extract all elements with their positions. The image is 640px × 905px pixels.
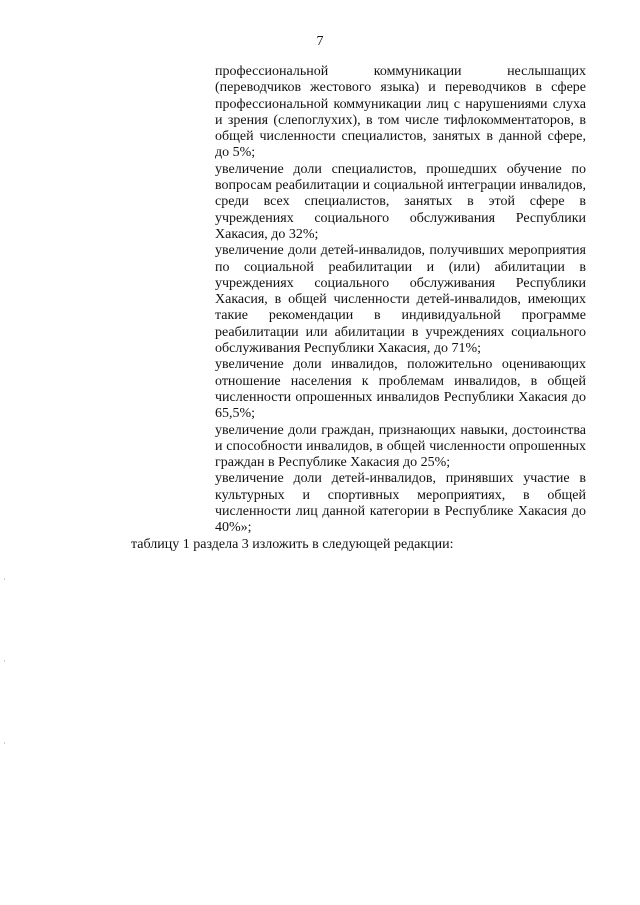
- paragraph-positive-attitude: увеличение доли инвалидов, положительно оценивающих отношение населения к проблемам инвалидов, в общей численности опрошенных инвалидов Республики Хакасия до 65,5%;: [215, 357, 586, 422]
- page-number: 7: [316, 34, 324, 49]
- paragraph-children-events: увеличение доли детей-инвалидов, принявших участие в культурных и спортивных мероприятиях, в общей численности лиц данной категории в Республике Хакасия до 40%»;: [215, 471, 586, 536]
- scan-margin-mark: [4, 742, 5, 744]
- scan-margin-mark: [4, 660, 5, 662]
- paragraph-children-rehabilitation: увеличение доли детей-инвалидов, получивших мероприятия по социальной реабилитации и (или) абилитации в учреждениях социального обслуживания Республики Хакасия, в общей численности детей-инвалидов, имеющих такие рекомендации в индивидуальной программе реабилитации или абилитации в учреждениях социального обслуживания Республики Хакасия, до 71%;: [215, 243, 586, 357]
- scan-margin-mark: [4, 578, 5, 580]
- document-body: [215, 64, 586, 537]
- paragraph-trained-specialists: увеличение доли специалистов, прошедших обучение по вопросам реабилитации и социальной интеграции инвалидов, среди всех специалистов, занятых в этой сфере в учреждениях социального обслуживания Республики Хакасия, до 32%;: [215, 161, 586, 242]
- paragraph-citizens-recognition: увеличение доли граждан, признающих навыки, достоинства и способности инвалидов, в общей численности опрошенных граждан в Республике Хакасия до 25%;: [215, 422, 586, 471]
- paragraph-specialists-share: профессиональной коммуникации неслышащих (переводчиков жестового языка) и переводчиков в сфере профессиональной коммуникации лиц с нарушениями слуха и зрения (слепоглухих), в том числе тифлокомментаторов, в общей численности специалистов, занятых в данной сфере, до 5%;: [215, 64, 586, 161]
- table-instruction: таблицу 1 раздела 3 изложить в следующей редакции:: [131, 537, 454, 552]
